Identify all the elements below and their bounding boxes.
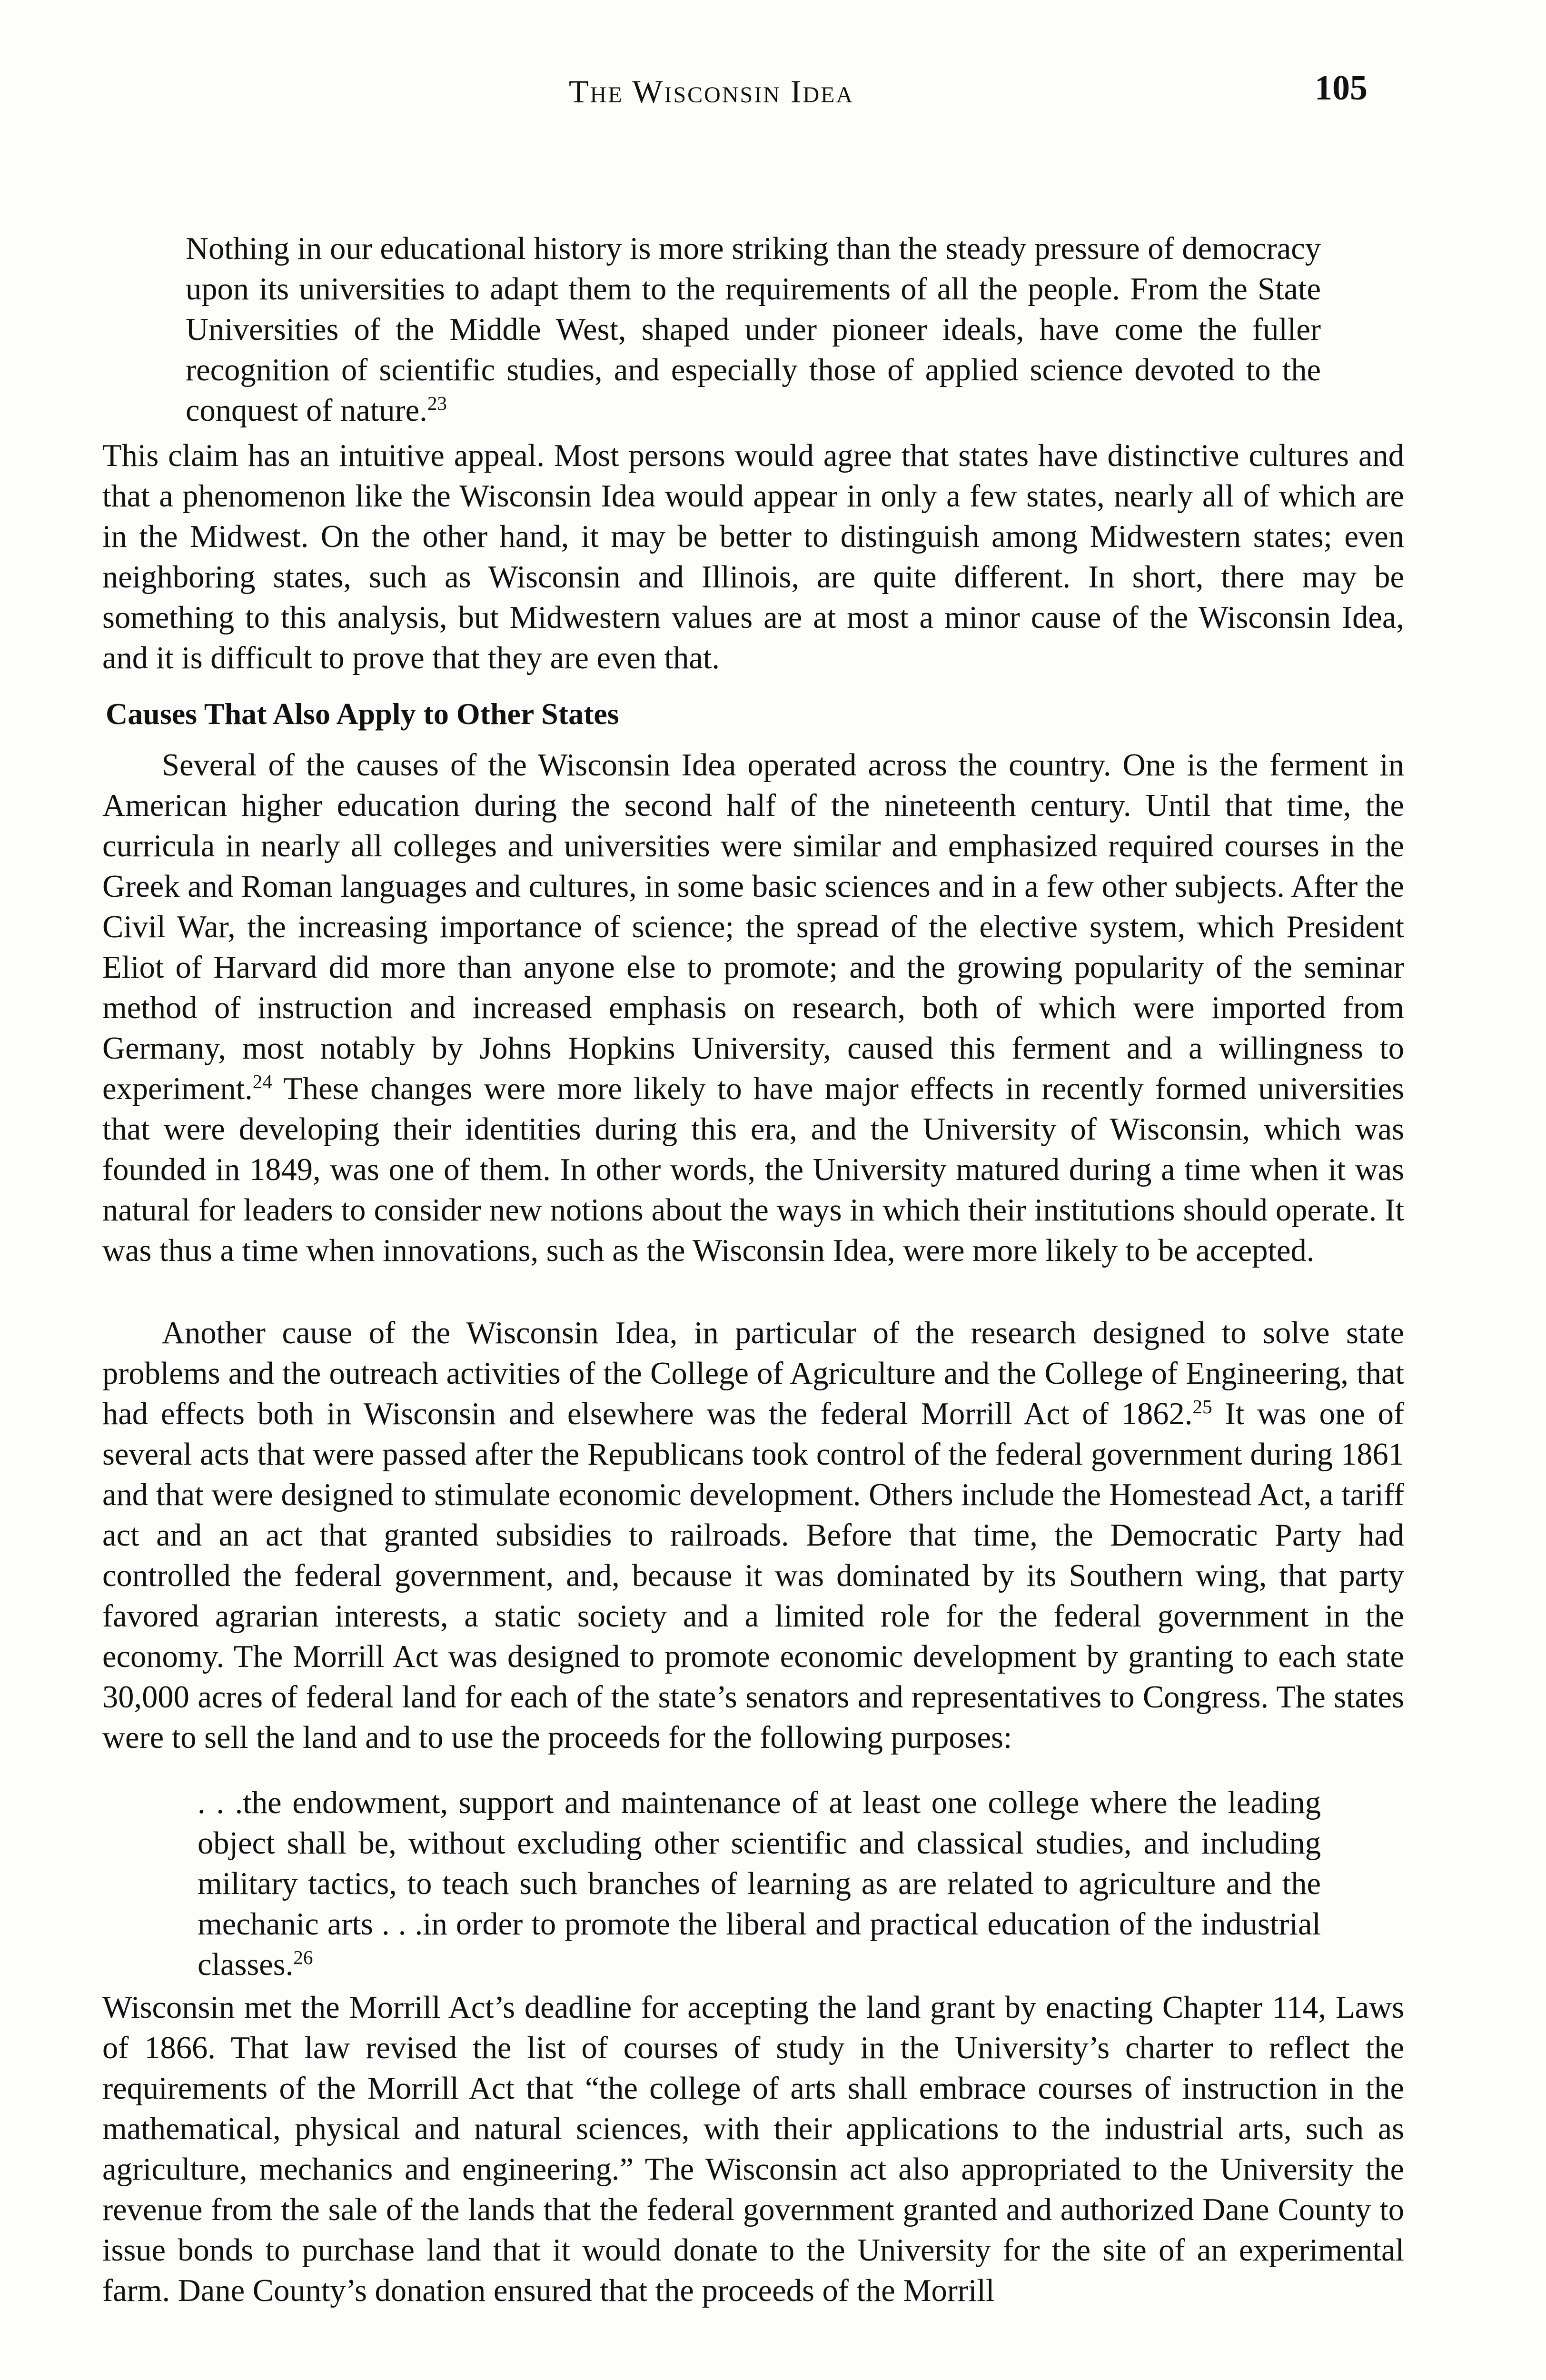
- paragraph-3-text-b: It was one of several acts that were passed after the Republicans took control of the federal government during 1861 and that were designed to stimulate economic development. Others include the Homestead Act, a tariff act and an act that granted subsidies to railroads. Before that time, the Democratic Party had controlled the federal government, and, because it was dominated by its Southern wing, that party favored agrarian interests, a static society and a limited role for the federal government in the economy. The Morrill Act was designed to promote economic development by granting to each state 30,000 acres of federal land for each of the state’s senators and representatives to Congress. The states were to sell the land and to use the proceeds for the following purposes:: [102, 1397, 1404, 1755]
- paragraph-4-text: Wisconsin met the Morrill Act’s deadline for accepting the land grant by enacting Chapter 114, Laws of 1866. That law revised the list of courses of study in the University’s charter to reflect the requirements of the Morrill Act that “the college of arts shall embrace courses of instruction in the mathematical, physical and natural sciences, with their applications to the industrial arts, such as agriculture, mechanics and engineering.” The Wisconsin act also appropriated to the University the revenue from the sale of the lands that the federal government granted and authorized Dane County to issue bonds to purchase land that it would donate to the University for the site of an experimental farm. Dane County’s donation ensured that the proceeds of the Morrill: [102, 1990, 1404, 2308]
- running-head: The Wisconsin Idea: [569, 73, 854, 109]
- paragraph-2-text-a: Several of the causes of the Wisconsin Idea operated across the country. One is the ferment in American higher education during the second half of the nineteenth century. Until that time, the curricula in nearly all colleges and universities were similar and emphasized required courses in the Greek and Roman languages and cultures, in some basic sciences and in a few other subjects. After the Civil War, the increasing importance of science; the spread of the elective system, which President Eliot of Harvard did more than anyone else to promote; and the growing popularity of the seminar method of instruction and increased emphasis on research, both of which were imported from Germany, most notably by Johns Hopkins University, caused this ferment and a willingness to experiment.: [102, 748, 1404, 1106]
- page-number: 105: [1315, 69, 1368, 108]
- paragraph-2-text-b: These changes were more likely to have major effects in recently formed universities that were developing their identities during this era, and the University of Wisconsin, which was founded in 1849, was one of them. In other words, the University matured during a time when it was natural for leaders to consider new notions about the ways in which their institutions should operate. It was thus a time when innovations, such as the Wisconsin Idea, were more likely to be accepted.: [102, 1071, 1404, 1268]
- section-heading: Causes That Also Apply to Other States: [106, 697, 619, 731]
- footnote-ref-25: 25: [1192, 1395, 1212, 1418]
- block-quote-1: [186, 228, 1321, 431]
- block-quote-1-text: Nothing in our educational history is more striking than the steady pressure of democracy upon its universities to adapt them to the requirements of all the people. From the State Universities of the Middle West, shaped under pioneer ideals, have come the fuller recognition of scientific studies, and especially those of applied science devoted to the conquest of nature.: [186, 231, 1321, 428]
- paragraph-3: [102, 1313, 1404, 1758]
- footnote-ref-26: 26: [293, 1946, 313, 1968]
- paragraph-3-text-a: Another cause of the Wisconsin Idea, in particular of the research designed to solve state problems and the outreach activities of the College of Agriculture and the College of Engineering, that had effects both in Wisconsin and elsewhere was the federal Morrill Act of 1862.: [102, 1316, 1404, 1431]
- footnote-ref-23: 23: [427, 392, 447, 414]
- footnote-ref-24: 24: [252, 1070, 272, 1092]
- paragraph-1-text: This claim has an intuitive appeal. Most persons would agree that states have distinctive cultures and that a phenomenon like the Wisconsin Idea would appear in only a few states, nearly all of which are in the Midwest. On the other hand, it may be better to distinguish among Midwestern states; even neighboring states, such as Wisconsin and Illinois, are quite different. In short, there may be something to this analysis, but Midwestern values are at most a minor cause of the Wisconsin Idea, and it is difficult to prove that they are even that.: [102, 438, 1404, 675]
- paragraph-2: [102, 745, 1404, 1271]
- paragraph-4: [102, 1987, 1404, 2311]
- paragraph-1: [102, 436, 1404, 678]
- block-quote-2: [198, 1783, 1321, 1985]
- block-quote-2-text: . . .the endowment, support and maintenance of at least one college where the leading object shall be, without excluding other scientific and classical studies, and including military tactics, to teach such branches of learning as are related to agriculture and the mechanic arts . . .in order to promote the liberal and practical education of the industrial classes.: [198, 1785, 1321, 1982]
